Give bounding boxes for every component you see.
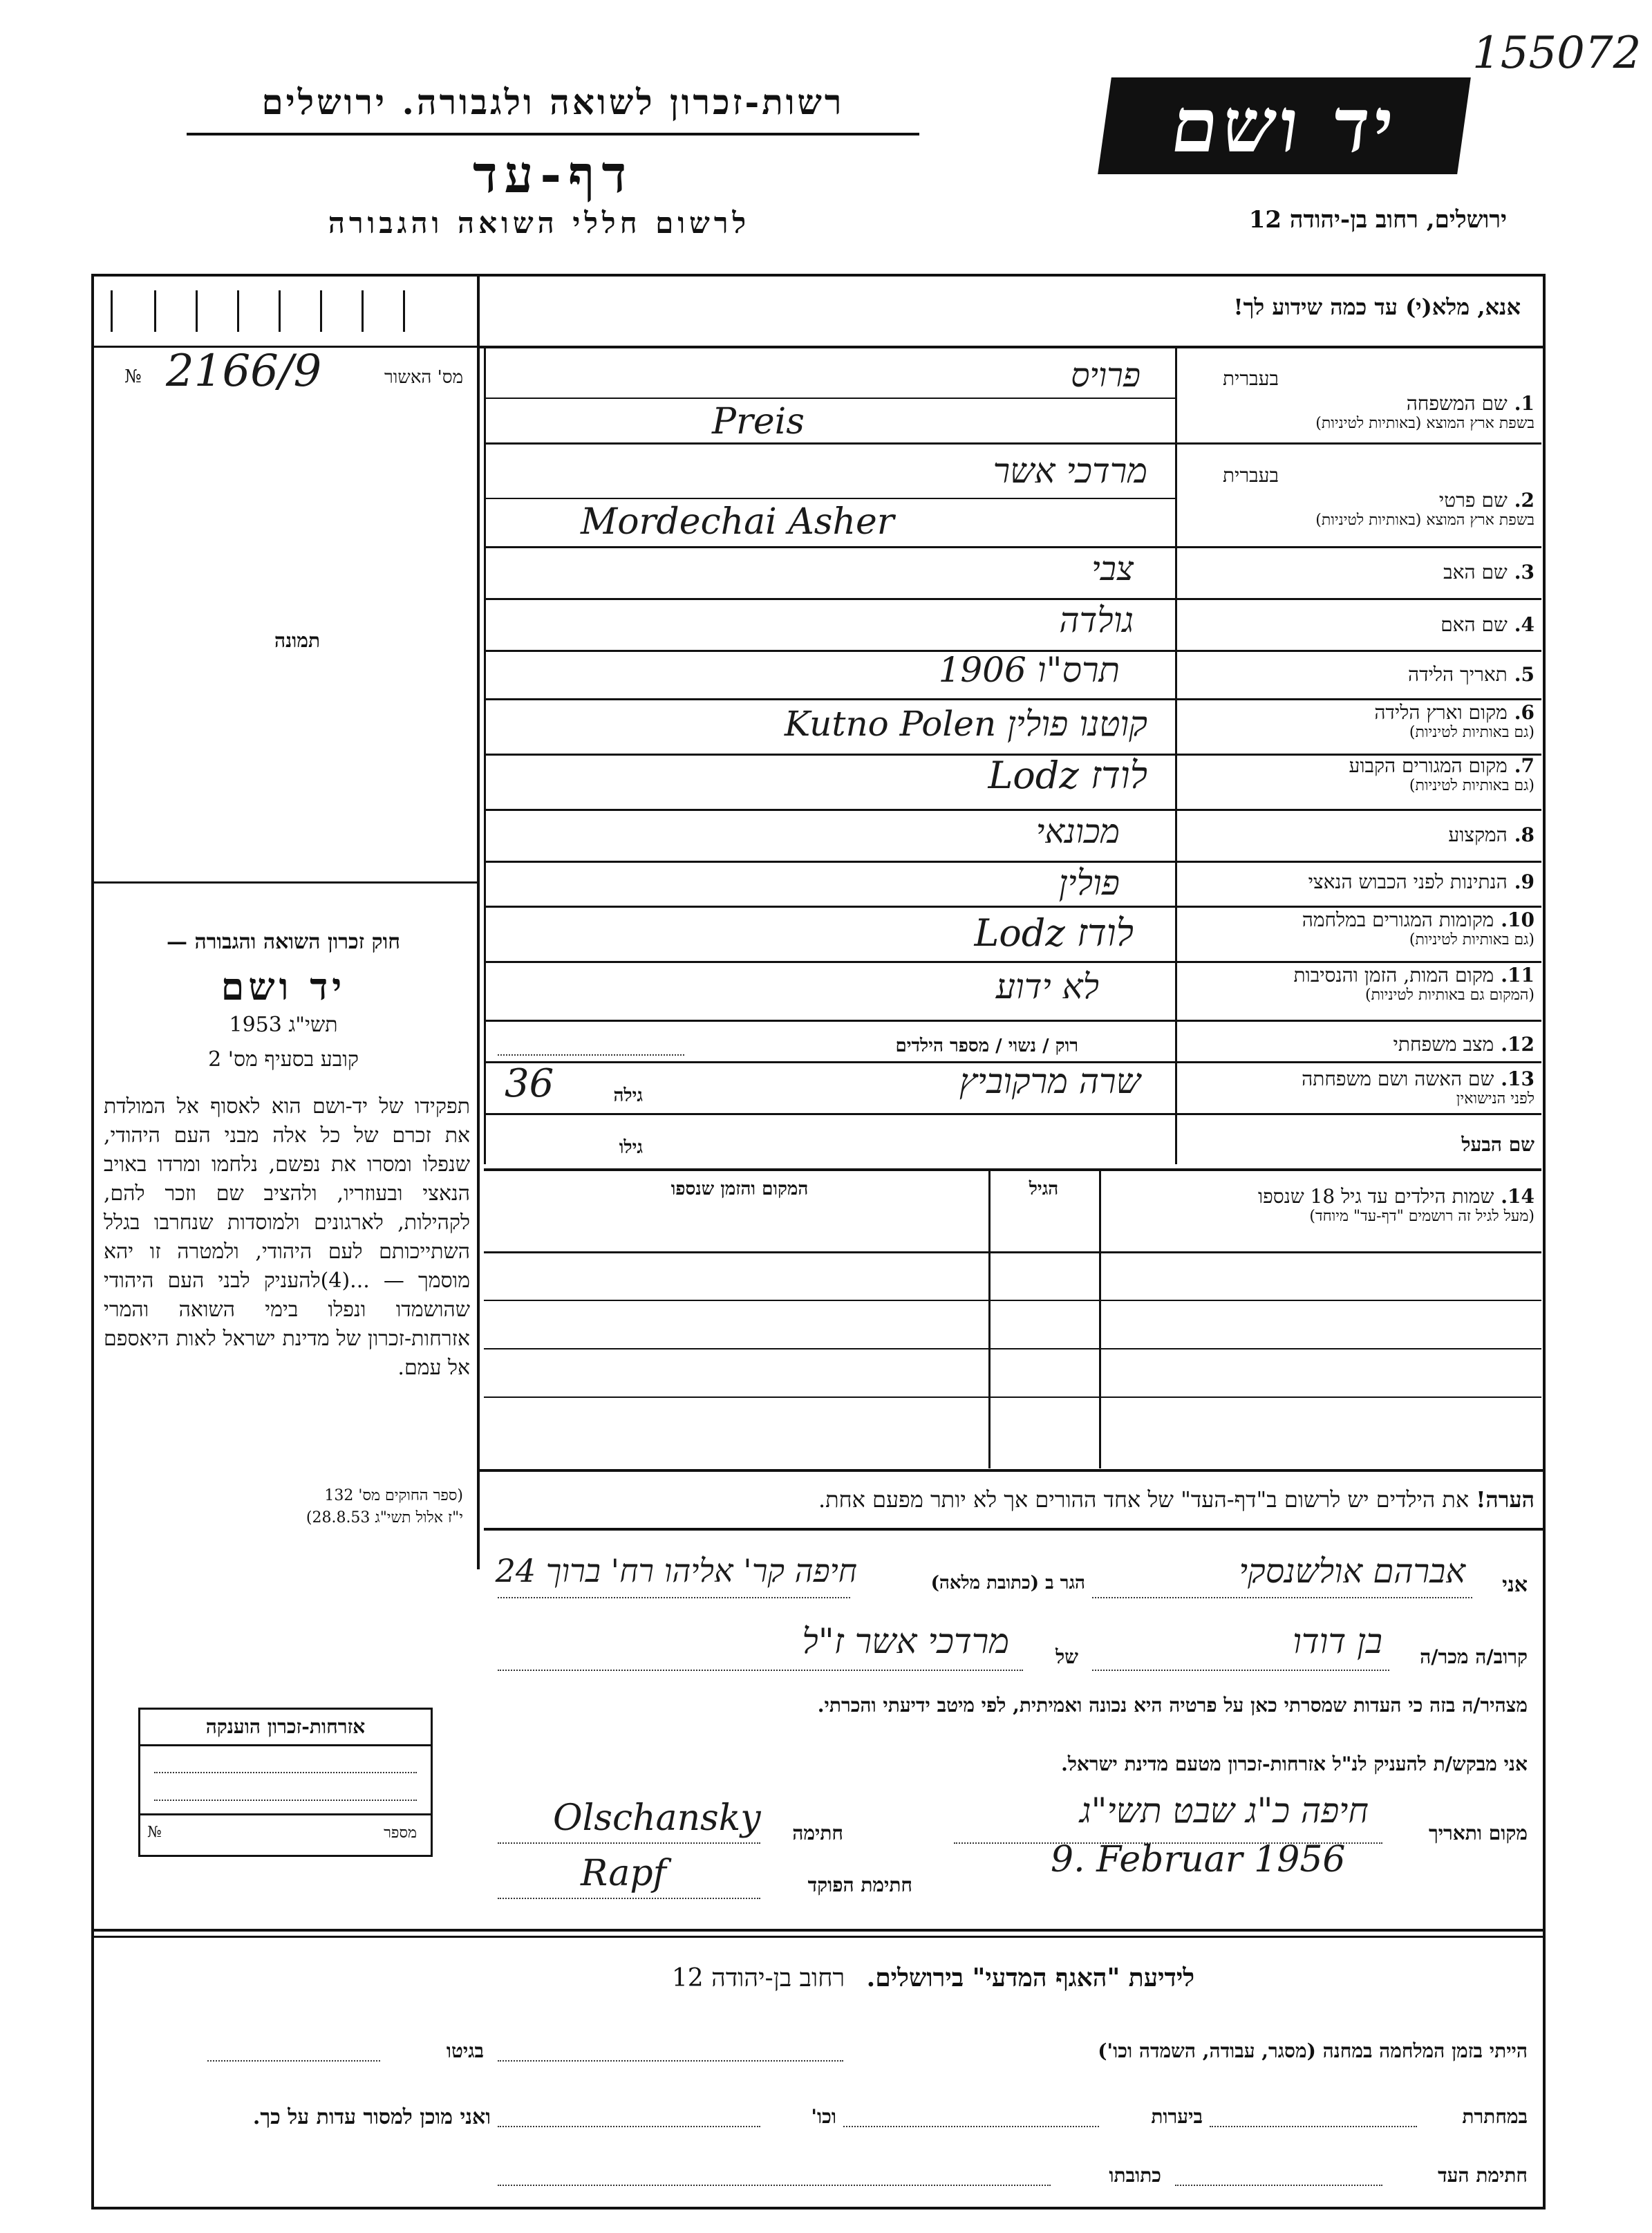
field-4-num: 4. <box>1514 613 1534 636</box>
fields-value-divider <box>1175 348 1177 1164</box>
field-7-value: לודז Lodz <box>988 754 1147 797</box>
decl-official-label: חתימת הפוקד <box>807 1874 912 1896</box>
decl-date-latin: 9. Februar 1956 <box>1051 1839 1346 1880</box>
code-box-divider <box>279 290 281 332</box>
citizenship-title-rule <box>140 1744 431 1746</box>
photo-label: תמונה <box>274 629 321 652</box>
field-4-label <box>1182 614 1534 636</box>
field-10-label <box>1182 909 1534 949</box>
note-bottom-rule <box>484 1528 1544 1531</box>
footer-line3-b: כתובתו <box>1109 2164 1161 2187</box>
children-bottom-rule <box>480 1469 1544 1472</box>
field-5-value: תרס"ו 1906 <box>938 650 1120 690</box>
field-13-age-label: גילה <box>613 1085 643 1106</box>
field-13-sub: לפני הנישואין <box>1456 1090 1534 1108</box>
field-13-num: 13. <box>1501 1067 1534 1090</box>
field-13-value: שרה מרקוביץ <box>959 1061 1141 1101</box>
field-5-label <box>1182 664 1534 686</box>
decl-statement-2: אני מבקש/ת להעניק לנ"ל אזרחות-זכרון מטעם מדינת ישראל. <box>1061 1753 1528 1775</box>
field-row-rule <box>484 809 1541 811</box>
field-12-num: 12. <box>1501 1033 1534 1056</box>
footer-line3-dotted <box>1175 2185 1382 2186</box>
field-3-value: צבי <box>1091 550 1134 588</box>
field-1-num: 1. <box>1514 392 1534 415</box>
footer-line2-d: ואני מוכן למסור עדות על כך. <box>252 2105 491 2129</box>
footer-line2-dotted-2 <box>843 2126 1099 2127</box>
footer-line2-dotted-3 <box>498 2126 760 2127</box>
children-col-divider <box>988 1171 991 1468</box>
law-title: חוק זכרון השואה והגבורה — <box>167 930 400 954</box>
citizenship-number-label: מספר <box>384 1824 417 1842</box>
field-13-name: שם האשה ושם משפחתה <box>1302 1067 1494 1090</box>
field-6-sub: (גם באותיות לטיניות) <box>1409 724 1534 742</box>
field-row-rule <box>484 546 1541 548</box>
children-col-age: הגיל <box>1029 1179 1059 1199</box>
field-1-value-he: פרויס <box>1071 356 1141 395</box>
field-2-sub: בשפת ארץ המוצא (באותיות לטיניות) <box>1315 512 1534 530</box>
code-box-divider <box>154 290 156 332</box>
decl-official-value: Rapf <box>581 1853 666 1894</box>
code-box-divider <box>196 290 198 332</box>
decl-of-value: מרדכי אשר ז"ל <box>802 1621 1009 1661</box>
decl-i-label: אני <box>1502 1573 1528 1597</box>
field-2-name: שם פרטי <box>1438 489 1508 512</box>
decl-relative-value: בן דודו <box>1293 1621 1382 1661</box>
field-subrow-rule <box>484 398 1175 399</box>
form-title: דף-עד <box>472 145 634 205</box>
yad-vashem-logo <box>1098 77 1471 174</box>
field-2-label <box>1182 489 1534 529</box>
field-11-sub: (המקום גם באותיות לטיניות) <box>1365 987 1534 1005</box>
code-boxes <box>111 290 472 332</box>
code-box-divider <box>237 290 239 332</box>
decl-of-dotted <box>498 1670 1023 1671</box>
form-purpose: לרשום חללי השואה והגבורה <box>328 206 751 240</box>
field-row-rule <box>484 1168 1541 1171</box>
decl-i-value: אברהם אולשנסקי <box>1239 1552 1465 1591</box>
field-13-age: 36 <box>505 1061 554 1106</box>
field-5-num: 5. <box>1514 663 1534 686</box>
field-9-num: 9. <box>1514 870 1534 893</box>
field-9-name: הנתינות לפני הכבוש הנאצי <box>1308 870 1508 893</box>
footer-title: לידיעת "האגף המדעי" בירושלים. <box>866 1963 1195 1992</box>
approval-prefix: № <box>124 366 142 387</box>
footer-rule <box>94 1929 1543 1932</box>
note <box>498 1486 1534 1513</box>
archive-number: 155072 <box>1472 28 1642 79</box>
note-label: הערה! <box>1476 1486 1534 1513</box>
decl-place-date-value: חיפה כ"ג שבט תשי"ג <box>1079 1791 1369 1831</box>
field-3-label <box>1182 561 1534 583</box>
field-5-name: תאריך הלידה <box>1408 663 1508 686</box>
decl-official-dotted <box>498 1898 760 1899</box>
citizenship-box-title: אזרחות-זכרון הוענקה <box>205 1715 366 1738</box>
decl-relative-label: קרוב/ה מכר/ה <box>1420 1645 1528 1668</box>
fields-top-rule <box>480 346 1544 348</box>
law-text: תפקידו של יד-ושם הוא לאסוף אל המולדת את זכרם של כל אלה מבני העם היהודי, שנפלו ומסרו את נפשם, נלחמו ומרדו באויב הנאצי ובעוזריו, ולהציב שם וזכר להם, לקהילות, לארגונים ולמוסדות שנחרבו בגלל השתייכותם לעם היהודי, ולמטרה זו יהא מוסמך — ...(4)להעניק לבני העם היהודי שהושמדו ונפלו בימי השואה והמרי אזרחות-זכרון של מדינת ישראל לאות היאספם אל עמם. <box>104 1094 471 1380</box>
field-11-value: לא ידוע <box>995 966 1099 1007</box>
field-1-name: שם המשפחה <box>1406 392 1508 415</box>
code-box-divider <box>320 290 322 332</box>
footer-line1-a: הייתי בזמן המלחמה במחנה (מסגר, עבודה, השמדה וכו') <box>1098 2039 1528 2062</box>
fields-left-divider <box>484 348 486 1164</box>
field-row-rule <box>484 961 1541 963</box>
logo-text: יד ושם <box>1165 82 1403 169</box>
law-clause: קובע בסעיף מס' 2 <box>208 1047 359 1072</box>
field-4-name: שם האם <box>1440 613 1508 636</box>
law-ref-1: (ספר החוקים מס' 132 <box>324 1487 463 1504</box>
field-8-label <box>1182 824 1534 846</box>
field-2-value-he: מרדכי אשר <box>993 451 1147 491</box>
footer-line2-b: ביערות <box>1151 2105 1203 2128</box>
field-12-dotted <box>498 1054 684 1056</box>
code-box-divider <box>403 290 405 332</box>
footer-line2-dotted <box>1210 2126 1417 2127</box>
decl-residing-label: הגר ב (כתובת מלאה) <box>930 1573 1085 1594</box>
field-row-rule <box>484 698 1541 700</box>
field-row-rule <box>484 906 1541 908</box>
field-2-num: 2. <box>1514 489 1534 512</box>
children-num: 14. <box>1501 1185 1534 1208</box>
field-8-num: 8. <box>1514 823 1534 846</box>
field-12-options: רוק / נשוי / מספר הילדים <box>895 1036 1078 1056</box>
note-text: את הילדים יש לרשום ב"דף-העד" של אחד ההורים אך לא יותר מפעם אחת. <box>818 1486 1470 1513</box>
footer-line2-c: וכו' <box>811 2105 836 2128</box>
field-6-value: קוטנו פולין Kutno Polen <box>784 704 1147 744</box>
field-6-label <box>1182 702 1534 741</box>
children-header-rule <box>484 1251 1541 1253</box>
children-label <box>1106 1186 1534 1225</box>
field-4-value: גולדה <box>1059 600 1134 640</box>
citizenship-dotted-line <box>154 1800 417 1801</box>
children-row-rule <box>484 1300 1541 1301</box>
footer-line1-dotted <box>498 2060 843 2062</box>
field-1-label <box>1182 393 1534 432</box>
field-12-label <box>1182 1034 1534 1056</box>
footer-line1-dotted-2 <box>207 2060 380 2062</box>
field-12-name: מצב משפחתי <box>1393 1033 1494 1056</box>
children-row-rule <box>484 1348 1541 1349</box>
decl-statement-1: מצהיר/ה בזה כי העדות שמסרתי כאן על פרטיה היא נכונה ואמיתית, לפי מיטב ידיעתי והכרתי. <box>817 1694 1528 1717</box>
decl-signature-label: חתימה <box>792 1822 843 1844</box>
field-1-tag: בעברית <box>1222 367 1279 390</box>
children-col-divider <box>1099 1171 1101 1468</box>
field-row-rule <box>484 1113 1541 1115</box>
field-8-value: מכונאי <box>1035 812 1120 851</box>
field-7-sub: (גם באותיות לטיניות) <box>1409 777 1534 795</box>
children-row-rule <box>484 1396 1541 1398</box>
field-10-name: מקומות המגורים במלחמה <box>1302 908 1494 931</box>
field-subrow-rule <box>484 498 1175 499</box>
footer-line3-dotted-2 <box>498 2185 1051 2186</box>
field-7-label <box>1182 755 1534 794</box>
decl-of-label: של <box>1055 1645 1078 1668</box>
field-11-name: מקום המות, הזמן והנסיבות <box>1293 964 1494 987</box>
children-sub: (מעל לגיל זה רושמים "דף-עד" מיוחד) <box>1309 1208 1534 1226</box>
field-1-sub: בשפת ארץ המוצא (באותיות לטיניות) <box>1315 415 1534 433</box>
footer-rule <box>94 1936 1543 1938</box>
footer-line2-a: במחתרת <box>1462 2105 1528 2128</box>
husband-age-label: גילו <box>619 1137 643 1158</box>
footer-title-row <box>484 1963 1382 1992</box>
code-box-divider <box>362 290 364 332</box>
decl-place-date-label: מקום ותאריך <box>1428 1822 1528 1844</box>
field-7-num: 7. <box>1514 754 1534 777</box>
citizenship-dotted-line <box>154 1772 417 1773</box>
field-row-rule <box>484 1020 1541 1022</box>
law-ref-2: י"ז אלול תשי"ג 28.8.53) <box>306 1509 463 1526</box>
field-6-name: מקום וארץ הלידה <box>1374 701 1508 724</box>
footer-address: רחוב בן-יהודה 12 <box>671 1964 845 1992</box>
field-1-value-latin: Preis <box>712 401 805 442</box>
citizenship-number-rule <box>140 1813 431 1815</box>
field-11-num: 11. <box>1501 964 1534 987</box>
approval-number: 2166/9 <box>166 346 322 397</box>
field-8-name: המקצוע <box>1448 823 1508 846</box>
field-10-num: 10. <box>1501 908 1534 931</box>
decl-residing-value: חיפה קר' אליהו רח' ברוך 24 <box>495 1552 857 1589</box>
field-7-name: מקום המגורים הקבוע <box>1349 754 1508 777</box>
field-11-label <box>1182 964 1534 1004</box>
citizenship-number-prefix: № <box>147 1824 162 1841</box>
left-column-divider <box>477 277 480 1569</box>
intro-text: אנא, מלא(י) עד כמה שידוע לך! <box>1233 294 1521 320</box>
field-row-rule <box>484 442 1541 445</box>
footer-line1-b: בגיטו <box>446 2039 484 2062</box>
decl-i-dotted <box>1092 1597 1472 1598</box>
header-address: ירושלים, רחוב בן-יהודה 12 <box>1248 206 1507 234</box>
field-13-label <box>1182 1068 1534 1108</box>
field-3-num: 3. <box>1514 561 1534 583</box>
citizenship-box <box>138 1708 433 1857</box>
field-9-label <box>1182 871 1534 893</box>
law-logo: יד ושם <box>220 964 346 1009</box>
field-9-value: פולין <box>1058 863 1120 903</box>
law-year: תשי"ג 1953 <box>229 1013 338 1037</box>
field-10-sub: (גם באותיות לטיניות) <box>1409 931 1534 949</box>
decl-residing-dotted <box>498 1597 850 1598</box>
footer-line3-a: חתימת העד <box>1438 2164 1528 2187</box>
decl-signature-dotted <box>498 1842 760 1844</box>
field-3-name: שם האב <box>1443 561 1508 583</box>
field-10-value: לודז Lodz <box>974 911 1134 955</box>
children-col-place: המקום והזמן שנספו <box>670 1179 809 1199</box>
husband-label: שם הבעל <box>1461 1133 1534 1156</box>
institution-title: רשות-זכרון לשואה ולגבורה. ירושלים <box>261 82 845 122</box>
approval-label: מס' האשור <box>384 367 463 388</box>
field-2-value-latin: Mordechai Asher <box>581 501 894 543</box>
children-name: שמות הילדים עד גיל 18 שנספו <box>1257 1185 1494 1208</box>
photo-bottom-divider <box>94 881 478 884</box>
decl-signature-value: Olschansky <box>553 1797 761 1839</box>
header-underline <box>187 133 919 136</box>
field-6-num: 6. <box>1514 701 1534 724</box>
field-2-tag: בעברית <box>1222 464 1279 487</box>
decl-relative-dotted <box>1092 1670 1389 1671</box>
